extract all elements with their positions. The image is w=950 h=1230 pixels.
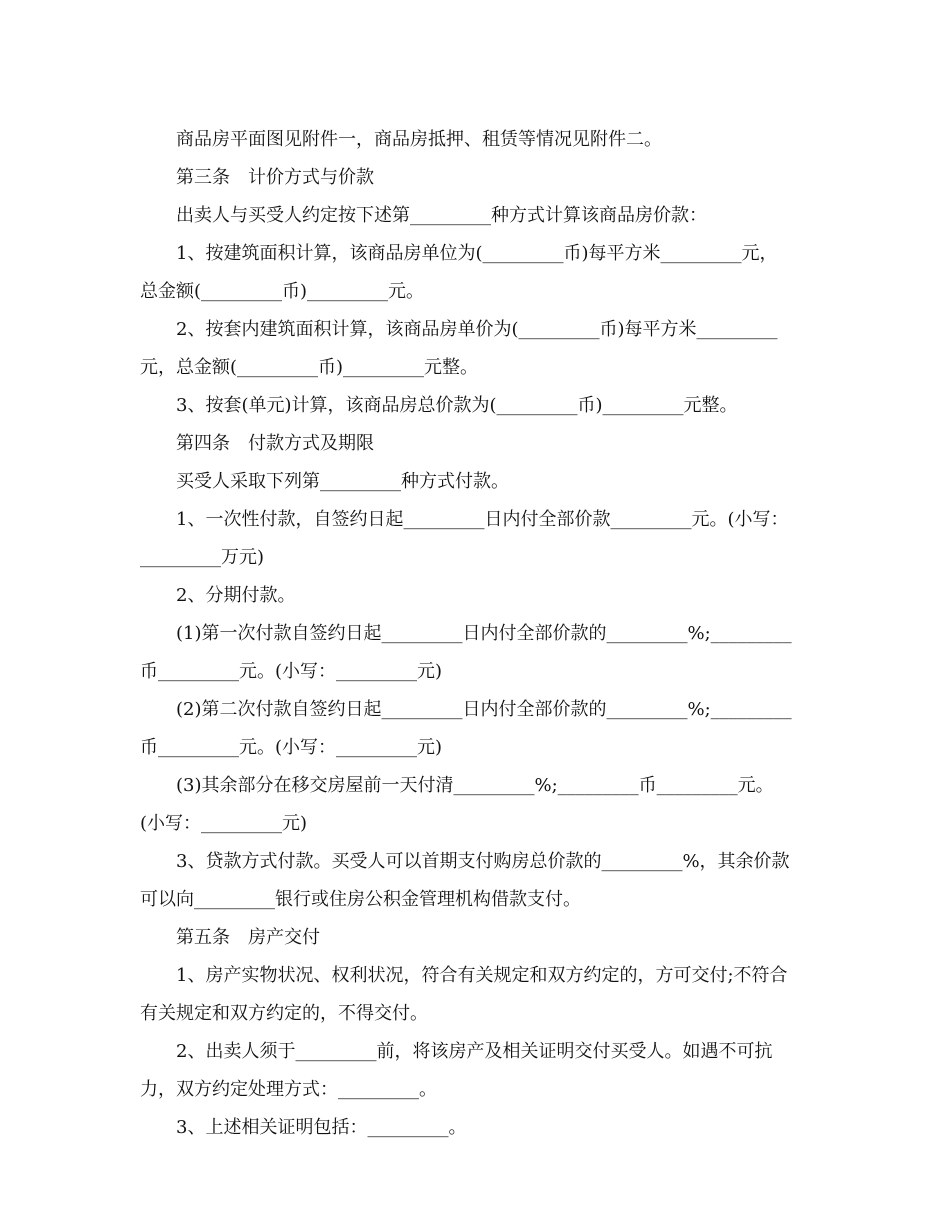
paragraph-line: 有关规定和双方约定的，不得交付。: [140, 1003, 428, 1024]
paragraph-line: 1、房产实物状况、权利状况，符合有关规定和双方约定的，方可交付;不符合: [176, 965, 788, 986]
article-heading: 第五条 房产交付: [176, 927, 320, 948]
paragraph-line: 可以向_________银行或住房公积金管理机构借款支付。: [140, 889, 581, 910]
paragraph-line: 2、按套内建筑面积计算，该商品房单价为(_________币)每平方米_________: [176, 319, 778, 340]
paragraph-line: 1、按建筑面积计算，该商品房单位为(_________币)每平方米_________元，: [176, 243, 778, 264]
article-heading: 第四条 付款方式及期限: [176, 433, 374, 454]
paragraph-line: _________万元): [140, 547, 265, 568]
paragraph-line: 出卖人与买受人约定按下述第_________种方式计算该商品房价款：: [176, 205, 707, 226]
paragraph-line: 元，总金额(_________币)_________元整。: [140, 357, 479, 378]
paragraph-line: 1、一次性付款，自签约日起_________日内付全部价款_________元。(小写：: [176, 509, 789, 530]
paragraph-line: 2、出卖人须于_________前，将该房产及相关证明交付买受人。如遇不可抗: [176, 1041, 773, 1062]
paragraph-line: (3)其余部分在移交房屋前一天付清_________%;_________币_________元。: [176, 775, 774, 796]
article-heading: 第三条 计价方式与价款: [176, 167, 374, 188]
paragraph-line: 3、上述相关证明包括：_________。: [176, 1117, 467, 1138]
paragraph-line: 总金额(_________币)_________元。: [140, 281, 425, 302]
paragraph-line: 币_________元。(小写：_________元): [140, 661, 443, 682]
paragraph-line: (2)第二次付款自签约日起_________日内付全部价款的_________%;_________: [176, 699, 792, 720]
paragraph-line: 商品房平面图见附件一，商品房抵押、租赁等情况见附件二。: [176, 129, 662, 150]
paragraph-line: 币_________元。(小写：_________元): [140, 737, 443, 758]
paragraph-line: 力，双方约定处理方式：_________。: [140, 1079, 437, 1100]
paragraph-line: (小写：_________元): [140, 813, 308, 834]
paragraph-line: 2、分期付款。: [176, 585, 296, 606]
paragraph-line: 买受人采取下列第_________种方式付款。: [176, 471, 509, 492]
paragraph-line: 3、按套(单元)计算，该商品房总价款为(_________币)_________元整。: [176, 395, 738, 416]
paragraph-line: 3、贷款方式付款。买受人可以首期支付购房总价款的_________%，其余价款: [176, 851, 790, 872]
paragraph-line: (1)第一次付款自签约日起_________日内付全部价款的_________%;_________: [176, 623, 792, 644]
